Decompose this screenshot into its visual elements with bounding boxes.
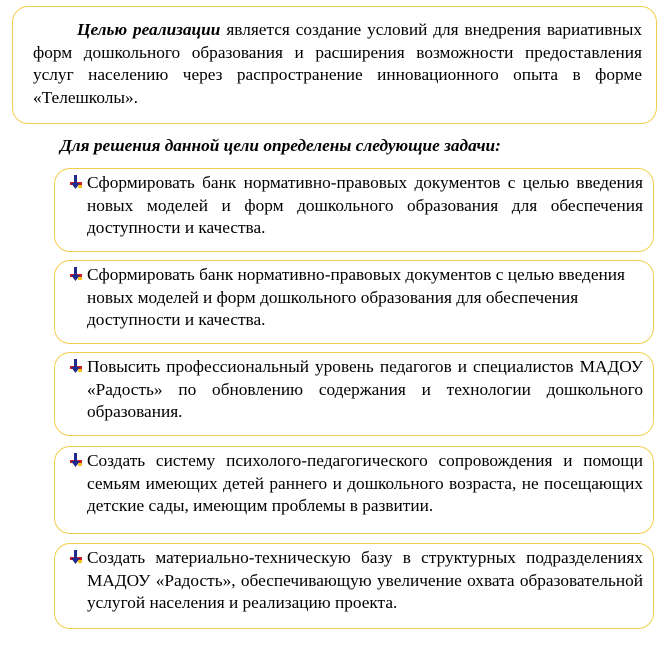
task-box-5 [54, 543, 654, 629]
bullet-arrow-icon [69, 174, 83, 190]
bullet-arrow-icon [69, 549, 83, 565]
task-text: Создать систему психолого-педагогического сопровождения и помощи семьям имеющих детей раннего и дошкольного возраста, не посещающих детские сады, имеющим проблемы в развитии. [87, 451, 643, 515]
goal-text: является создание условий для внедрения вариативных форм дошкольного образования и расширения возможности предоставления услуг населению через распространение инновационного опыта в форме «Телешколы». [33, 20, 642, 107]
task-box-2 [54, 260, 654, 344]
task-text: Сформировать банк нормативно-правовых документов с целью введения новых моделей и форм дошкольного образования для обеспечения доступности и качества. [87, 265, 625, 329]
task-box-4 [54, 446, 654, 534]
task-box-1 [54, 168, 654, 252]
task-text: Создать материально-техническую базу в структурных подразделениях МАДОУ «Радость», обеспечивающую увеличение охвата образовательной услугой населения и реализацию проекта. [87, 548, 643, 612]
bullet-arrow-icon [69, 358, 83, 374]
tasks-heading: Для решения данной цели определены следующие задачи: [60, 136, 501, 155]
goal-lead: Целью реализации [77, 20, 221, 39]
bullet-arrow-icon [69, 266, 83, 282]
task-box-3 [54, 352, 654, 436]
task-text: Повысить профессиональный уровень педагогов и специалистов МАДОУ «Радость» по обновлению содержания и технологии дошкольного образования. [87, 357, 643, 421]
goal-box [12, 6, 657, 124]
task-text: Сформировать банк нормативно-правовых документов с целью введения новых моделей и форм дошкольного образования для обеспечения доступности и качества. [87, 173, 643, 237]
bullet-arrow-icon [69, 452, 83, 468]
